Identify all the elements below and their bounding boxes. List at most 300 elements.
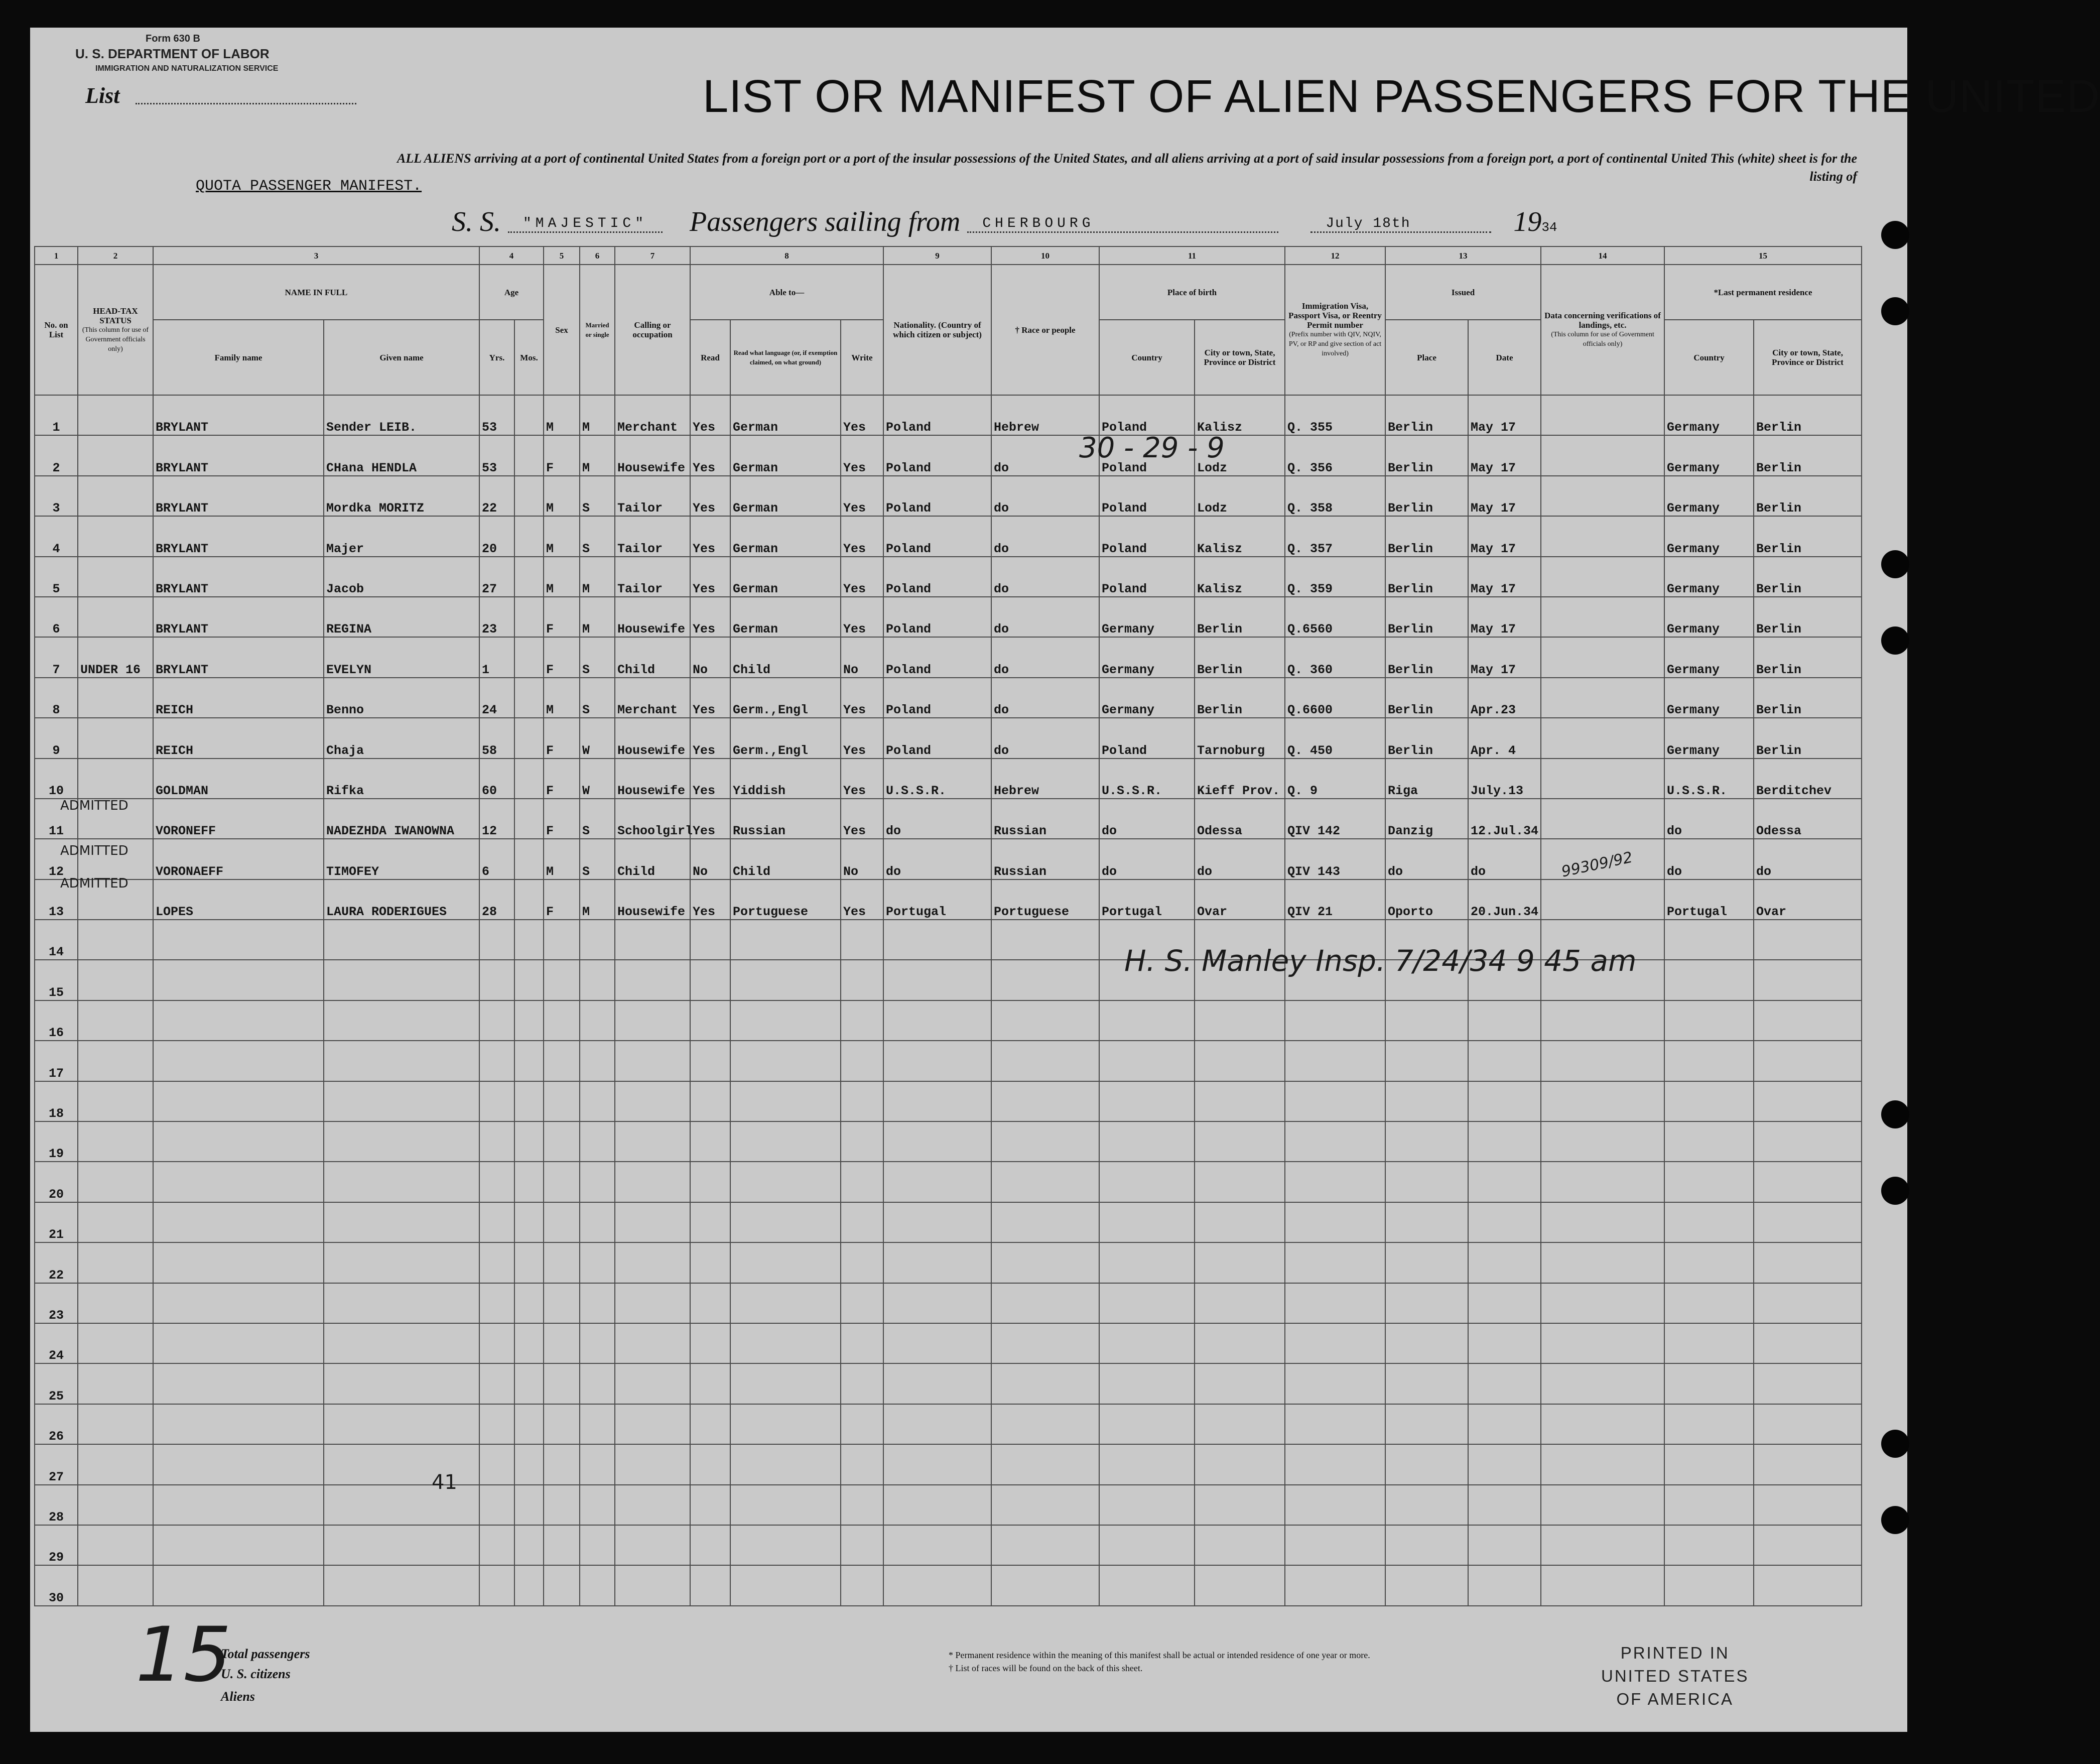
col-num: 14	[1541, 246, 1664, 265]
issued-place-cell: Oporto	[1385, 879, 1468, 920]
occupation-cell	[615, 1444, 690, 1484]
col-num: 1	[35, 246, 78, 265]
race-cell: Hebrew	[991, 759, 1099, 799]
given-name-cell: Jacob	[324, 557, 479, 597]
issued-date-cell: 20.Jun.34	[1468, 879, 1541, 920]
family-name-cell: REICH	[153, 678, 324, 718]
family-name-cell	[153, 1000, 324, 1041]
birth-city-cell	[1195, 1041, 1285, 1081]
head-tax-cell	[78, 718, 153, 758]
nationality-cell: Poland	[883, 678, 991, 718]
marital-cell: M	[580, 597, 615, 637]
page-count: 41	[432, 1471, 457, 1494]
table-row	[35, 1242, 1862, 1283]
read-cell: No	[690, 637, 730, 677]
residence-country-cell: do	[1664, 839, 1754, 879]
birth-city-cell	[1195, 1242, 1285, 1283]
age-yrs-cell: 20	[479, 516, 514, 556]
family-name-cell	[153, 920, 324, 960]
verification-cell	[1541, 597, 1664, 637]
issued-date-cell: May 17	[1468, 395, 1541, 435]
visa-cell	[1285, 1081, 1385, 1121]
birth-city-cell: do	[1195, 839, 1285, 879]
age-yrs-cell: 60	[479, 759, 514, 799]
birth-city-cell: Kieff Prov.	[1195, 759, 1285, 799]
occupation-cell: Housewife	[615, 718, 690, 758]
residence-city-cell: Berlin	[1754, 637, 1862, 677]
birth-city-cell	[1195, 1525, 1285, 1565]
birth-country-cell: Poland	[1099, 557, 1195, 597]
total-count: 15	[136, 1611, 231, 1699]
printed-line: PRINTED IN	[1620, 1644, 1730, 1662]
table-row	[35, 799, 1862, 839]
residence-country-cell	[1664, 920, 1754, 960]
issued-date-cell: 12.Jul.34	[1468, 799, 1541, 839]
issued-date-cell	[1468, 1404, 1541, 1444]
yrs-header: Yrs.	[479, 320, 514, 395]
age-mos-cell	[514, 1081, 544, 1121]
quota-label: QUOTA PASSENGER MANIFEST.	[196, 178, 422, 195]
issued-date-cell	[1468, 1565, 1541, 1606]
read-cell	[690, 1485, 730, 1525]
age-yrs-cell	[479, 1202, 514, 1242]
table-row	[35, 435, 1862, 475]
residence-country-cell: Germany	[1664, 597, 1754, 637]
visa-note: (Prefix number with QIV, NQIV, PV, or RP and give section of act involved)	[1288, 331, 1382, 357]
nationality-cell: Poland	[883, 395, 991, 435]
birth-city-cell: Kalisz	[1195, 516, 1285, 556]
language-cell	[730, 1363, 841, 1404]
birth-country-cell: Poland	[1099, 435, 1195, 475]
age-mos-cell	[514, 1485, 544, 1525]
head-tax-cell	[78, 1041, 153, 1081]
admitted-stamp: ADMITTED	[60, 798, 128, 813]
occupation-cell	[615, 1242, 690, 1283]
language-cell: German	[730, 597, 841, 637]
col-num: 15	[1664, 246, 1862, 265]
age-yrs-cell: 27	[479, 557, 514, 597]
family-name-cell	[153, 1162, 324, 1202]
occupation-cell: Housewife	[615, 759, 690, 799]
occupation-cell	[615, 1202, 690, 1242]
punch-hole	[1881, 1506, 1909, 1534]
write-cell	[841, 1081, 883, 1121]
write-cell: Yes	[841, 476, 883, 516]
col-num: 9	[883, 246, 991, 265]
write-cell	[841, 1283, 883, 1323]
birth-marks: 30 - 29 - 9	[1079, 432, 1225, 464]
nationality-cell	[883, 1404, 991, 1444]
verification-cell	[1541, 1565, 1664, 1606]
issued-date-cell: May 17	[1468, 637, 1541, 677]
residence-country-cell	[1664, 1485, 1754, 1525]
residence-city-cell: Berditchev	[1754, 759, 1862, 799]
head-tax-cell	[78, 1363, 153, 1404]
birth-country-cell: Poland	[1099, 395, 1195, 435]
row-number: 17	[35, 1041, 78, 1081]
age-yrs-cell	[479, 920, 514, 960]
given-name-cell: Majer	[324, 516, 479, 556]
read-cell	[690, 1363, 730, 1404]
issued-place-cell	[1385, 1323, 1468, 1363]
write-cell	[841, 1485, 883, 1525]
language-cell	[730, 1202, 841, 1242]
row-number: 26	[35, 1404, 78, 1444]
family-name-cell: GOLDMAN	[153, 759, 324, 799]
birth-city-cell: Berlin	[1195, 678, 1285, 718]
age-yrs-cell	[479, 960, 514, 1000]
read-cell	[690, 960, 730, 1000]
birth-country-cell	[1099, 1242, 1195, 1283]
given-name-cell: REGINA	[324, 597, 479, 637]
residence-country-cell	[1664, 1404, 1754, 1444]
age-yrs-cell: 28	[479, 879, 514, 920]
birth-country-cell: Germany	[1099, 597, 1195, 637]
residence-city-cell	[1754, 920, 1862, 960]
marital-cell	[580, 1121, 615, 1162]
visa-cell: Q. 360	[1285, 637, 1385, 677]
birth-city-cell: Ovar	[1195, 879, 1285, 920]
marital-cell	[580, 1162, 615, 1202]
verification-cell	[1541, 799, 1664, 839]
residence-city-cell	[1754, 1404, 1862, 1444]
language-cell: German	[730, 476, 841, 516]
age-header: Age	[479, 265, 544, 320]
marital-cell: S	[580, 678, 615, 718]
table-row	[35, 879, 1862, 920]
residence-city-cell	[1754, 960, 1862, 1000]
read-cell: Yes	[690, 759, 730, 799]
table-body	[35, 395, 1862, 1606]
marital-cell	[580, 1485, 615, 1525]
language-cell: German	[730, 557, 841, 597]
occupation-cell: Child	[615, 637, 690, 677]
row-number: 25	[35, 1363, 78, 1404]
family-name-cell: VORONEFF	[153, 799, 324, 839]
write-cell	[841, 1565, 883, 1606]
write-cell: No	[841, 839, 883, 879]
occupation-cell	[615, 1081, 690, 1121]
marital-cell: S	[580, 799, 615, 839]
given-name-cell: Chaja	[324, 718, 479, 758]
family-name-cell	[153, 1323, 324, 1363]
col-num: 2	[78, 246, 153, 265]
place-of-birth-header: Place of birth	[1099, 265, 1285, 320]
age-mos-cell	[514, 1121, 544, 1162]
marital-cell	[580, 1041, 615, 1081]
family-name-cell	[153, 1444, 324, 1484]
verification-cell	[1541, 879, 1664, 920]
given-name-cell: LAURA RODERIGUES	[324, 879, 479, 920]
family-name-cell	[153, 1283, 324, 1323]
given-name-cell	[324, 1242, 479, 1283]
race-cell: do	[991, 557, 1099, 597]
read-cell: Yes	[690, 557, 730, 597]
verification-cell	[1541, 1081, 1664, 1121]
residence-country-cell	[1664, 1162, 1754, 1202]
col-num: 8	[690, 246, 883, 265]
age-mos-cell	[514, 1404, 544, 1444]
table-row	[35, 1323, 1862, 1363]
nationality-cell	[883, 1121, 991, 1162]
residence-city-cell	[1754, 1485, 1862, 1525]
race-cell: do	[991, 718, 1099, 758]
given-name-cell	[324, 1081, 479, 1121]
marital-cell	[580, 1283, 615, 1323]
visa-cell	[1285, 1242, 1385, 1283]
residence-country-cell	[1664, 1363, 1754, 1404]
nationality-cell	[883, 1202, 991, 1242]
residence-city-cell	[1754, 1323, 1862, 1363]
punch-hole	[1881, 221, 1909, 249]
age-mos-cell	[514, 960, 544, 1000]
write-cell: Yes	[841, 516, 883, 556]
write-cell: Yes	[841, 799, 883, 839]
race-cell: Russian	[991, 799, 1099, 839]
sex-cell	[544, 1081, 580, 1121]
write-cell	[841, 1242, 883, 1283]
language-cell	[730, 960, 841, 1000]
birth-country-cell	[1099, 1565, 1195, 1606]
residence-country-cell	[1664, 1283, 1754, 1323]
marital-cell: S	[580, 476, 615, 516]
issued-date-cell: May 17	[1468, 516, 1541, 556]
nationality-cell: Poland	[883, 476, 991, 516]
head-tax-note: (This column for use of Government officials only)	[82, 326, 149, 353]
nationality-cell	[883, 1525, 991, 1565]
nationality-cell: Poland	[883, 637, 991, 677]
verification-cell	[1541, 1404, 1664, 1444]
age-mos-cell	[514, 1041, 544, 1081]
residence-city-cell	[1754, 1162, 1862, 1202]
family-name-cell	[153, 1041, 324, 1081]
issued-date-cell: Apr.23	[1468, 678, 1541, 718]
marital-cell: M	[580, 435, 615, 475]
race-cell	[991, 960, 1099, 1000]
issued-place-cell: Danzig	[1385, 799, 1468, 839]
write-cell: No	[841, 637, 883, 677]
verification-cell	[1541, 1202, 1664, 1242]
residence-city-cell	[1754, 1283, 1862, 1323]
sex-header: Sex	[544, 265, 580, 395]
given-name-cell	[324, 1041, 479, 1081]
residence-country-cell	[1664, 1081, 1754, 1121]
residence-country-cell: Portugal	[1664, 879, 1754, 920]
head-tax-header	[78, 265, 153, 395]
verification-number: 99309/92	[1559, 848, 1634, 881]
nationality-cell	[883, 1041, 991, 1081]
age-mos-cell	[514, 557, 544, 597]
birth-country-cell	[1099, 1444, 1195, 1484]
issued-place-cell	[1385, 1485, 1468, 1525]
nationality-cell: Poland	[883, 718, 991, 758]
residence-city-header: City or town, State, Province or District	[1754, 320, 1862, 395]
col-num: 13	[1385, 246, 1541, 265]
age-yrs-cell	[479, 1404, 514, 1444]
age-mos-cell	[514, 799, 544, 839]
occupation-cell	[615, 1041, 690, 1081]
age-mos-cell	[514, 395, 544, 435]
verification-cell	[1541, 1323, 1664, 1363]
issued-place-cell: Berlin	[1385, 395, 1468, 435]
married-header: Married or single	[580, 265, 615, 395]
family-name-cell: BRYLANT	[153, 557, 324, 597]
age-mos-cell	[514, 435, 544, 475]
age-yrs-cell: 53	[479, 435, 514, 475]
birth-city-cell	[1195, 1485, 1285, 1525]
sex-cell	[544, 1485, 580, 1525]
issued-place-cell: Berlin	[1385, 637, 1468, 677]
issued-date-cell: May 17	[1468, 435, 1541, 475]
sex-cell	[544, 960, 580, 1000]
issued-header: Issued	[1385, 265, 1541, 320]
residence-header: *Last permanent residence	[1664, 265, 1862, 320]
read-cell: Yes	[690, 678, 730, 718]
issued-date-cell	[1468, 1323, 1541, 1363]
race-cell: do	[991, 476, 1099, 516]
verification-cell	[1541, 435, 1664, 475]
language-cell	[730, 1242, 841, 1283]
race-cell	[991, 1242, 1099, 1283]
language-cell	[730, 1081, 841, 1121]
age-mos-cell	[514, 1000, 544, 1041]
sex-cell: F	[544, 799, 580, 839]
read-cell: Yes	[690, 476, 730, 516]
visa-cell: QIV 142	[1285, 799, 1385, 839]
read-cell	[690, 1121, 730, 1162]
sex-cell: M	[544, 516, 580, 556]
printed-line: OF AMERICA	[1616, 1690, 1734, 1708]
marital-cell	[580, 1525, 615, 1565]
visa-cell	[1285, 1404, 1385, 1444]
issued-place-cell	[1385, 1041, 1468, 1081]
row-number: 6	[35, 597, 78, 637]
marital-cell: S	[580, 839, 615, 879]
sex-cell: F	[544, 597, 580, 637]
verification-cell	[1541, 718, 1664, 758]
age-yrs-cell: 1	[479, 637, 514, 677]
race-cell	[991, 1041, 1099, 1081]
table-row	[35, 395, 1862, 435]
write-header: Write	[841, 320, 883, 395]
table-row	[35, 1404, 1862, 1444]
occupation-cell: Tailor	[615, 476, 690, 516]
age-yrs-cell: 23	[479, 597, 514, 637]
punch-hole	[1881, 626, 1909, 655]
given-name-cell	[324, 1000, 479, 1041]
verification-cell	[1541, 1242, 1664, 1283]
family-name-cell: BRYLANT	[153, 597, 324, 637]
visa-cell	[1285, 1283, 1385, 1323]
visa-cell: Q. 357	[1285, 516, 1385, 556]
age-mos-cell	[514, 920, 544, 960]
family-name-cell: BRYLANT	[153, 476, 324, 516]
residence-country-cell	[1664, 1000, 1754, 1041]
issued-date-cell	[1468, 1242, 1541, 1283]
read-cell: Yes	[690, 799, 730, 839]
given-name-cell	[324, 960, 479, 1000]
write-cell: Yes	[841, 678, 883, 718]
visa-cell	[1285, 1162, 1385, 1202]
passenger-table	[34, 246, 1862, 1606]
sex-cell	[544, 1242, 580, 1283]
age-yrs-cell: 53	[479, 395, 514, 435]
departure-port: CHERBOURG	[967, 216, 1278, 233]
occupation-cell: Child	[615, 839, 690, 879]
residence-city-cell	[1754, 1363, 1862, 1404]
residence-country-header: Country	[1664, 320, 1754, 395]
age-yrs-cell: 22	[479, 476, 514, 516]
occupation-cell: Housewife	[615, 597, 690, 637]
occupation-cell: Merchant	[615, 678, 690, 718]
head-tax-cell	[78, 1323, 153, 1363]
birth-country-cell	[1099, 1162, 1195, 1202]
verification-note: (This column for use of Government officials only)	[1551, 331, 1654, 348]
write-cell	[841, 960, 883, 1000]
visa-cell	[1285, 1363, 1385, 1404]
table-row	[35, 1000, 1862, 1041]
visa-cell	[1285, 1121, 1385, 1162]
nationality-header: Nationality. (Country of which citizen or subject)	[883, 265, 991, 395]
write-cell	[841, 1162, 883, 1202]
age-mos-cell	[514, 1162, 544, 1202]
nationality-cell: Poland	[883, 597, 991, 637]
sex-cell: F	[544, 759, 580, 799]
write-cell	[841, 920, 883, 960]
residence-city-cell	[1754, 1041, 1862, 1081]
nationality-cell	[883, 1363, 991, 1404]
issued-date-cell	[1468, 1363, 1541, 1404]
birth-city-cell	[1195, 1121, 1285, 1162]
visa-cell: Q. 450	[1285, 718, 1385, 758]
birth-country-cell	[1099, 1041, 1195, 1081]
row-number: 12	[35, 839, 78, 879]
sailing-date: July 18th	[1310, 216, 1491, 233]
family-name-cell	[153, 1202, 324, 1242]
row-number: 4	[35, 516, 78, 556]
read-cell	[690, 1525, 730, 1565]
issued-date-cell	[1468, 1121, 1541, 1162]
visa-cell	[1285, 1485, 1385, 1525]
verification-cell	[1541, 637, 1664, 677]
language-cell	[730, 1444, 841, 1484]
row-number: 11	[35, 799, 78, 839]
col-num: 5	[544, 246, 580, 265]
race-cell: Russian	[991, 839, 1099, 879]
issued-place-cell	[1385, 1283, 1468, 1323]
birth-city-cell: Berlin	[1195, 637, 1285, 677]
verification-cell	[1541, 395, 1664, 435]
head-tax-cell	[78, 1242, 153, 1283]
table-row	[35, 678, 1862, 718]
age-mos-cell	[514, 1525, 544, 1565]
race-cell	[991, 1404, 1099, 1444]
head-tax-cell	[78, 476, 153, 516]
issued-place-cell	[1385, 1444, 1468, 1484]
issued-date-cell	[1468, 1000, 1541, 1041]
language-cell	[730, 1525, 841, 1565]
table-row	[35, 1162, 1862, 1202]
family-name-cell: LOPES	[153, 879, 324, 920]
visa-cell	[1285, 1041, 1385, 1081]
row-number: 16	[35, 1000, 78, 1041]
age-yrs-cell	[479, 1041, 514, 1081]
sex-cell	[544, 1565, 580, 1606]
residence-city-cell: Berlin	[1754, 435, 1862, 475]
marital-cell: M	[580, 395, 615, 435]
issued-date-cell: do	[1468, 839, 1541, 879]
verification-cell	[1541, 1525, 1664, 1565]
